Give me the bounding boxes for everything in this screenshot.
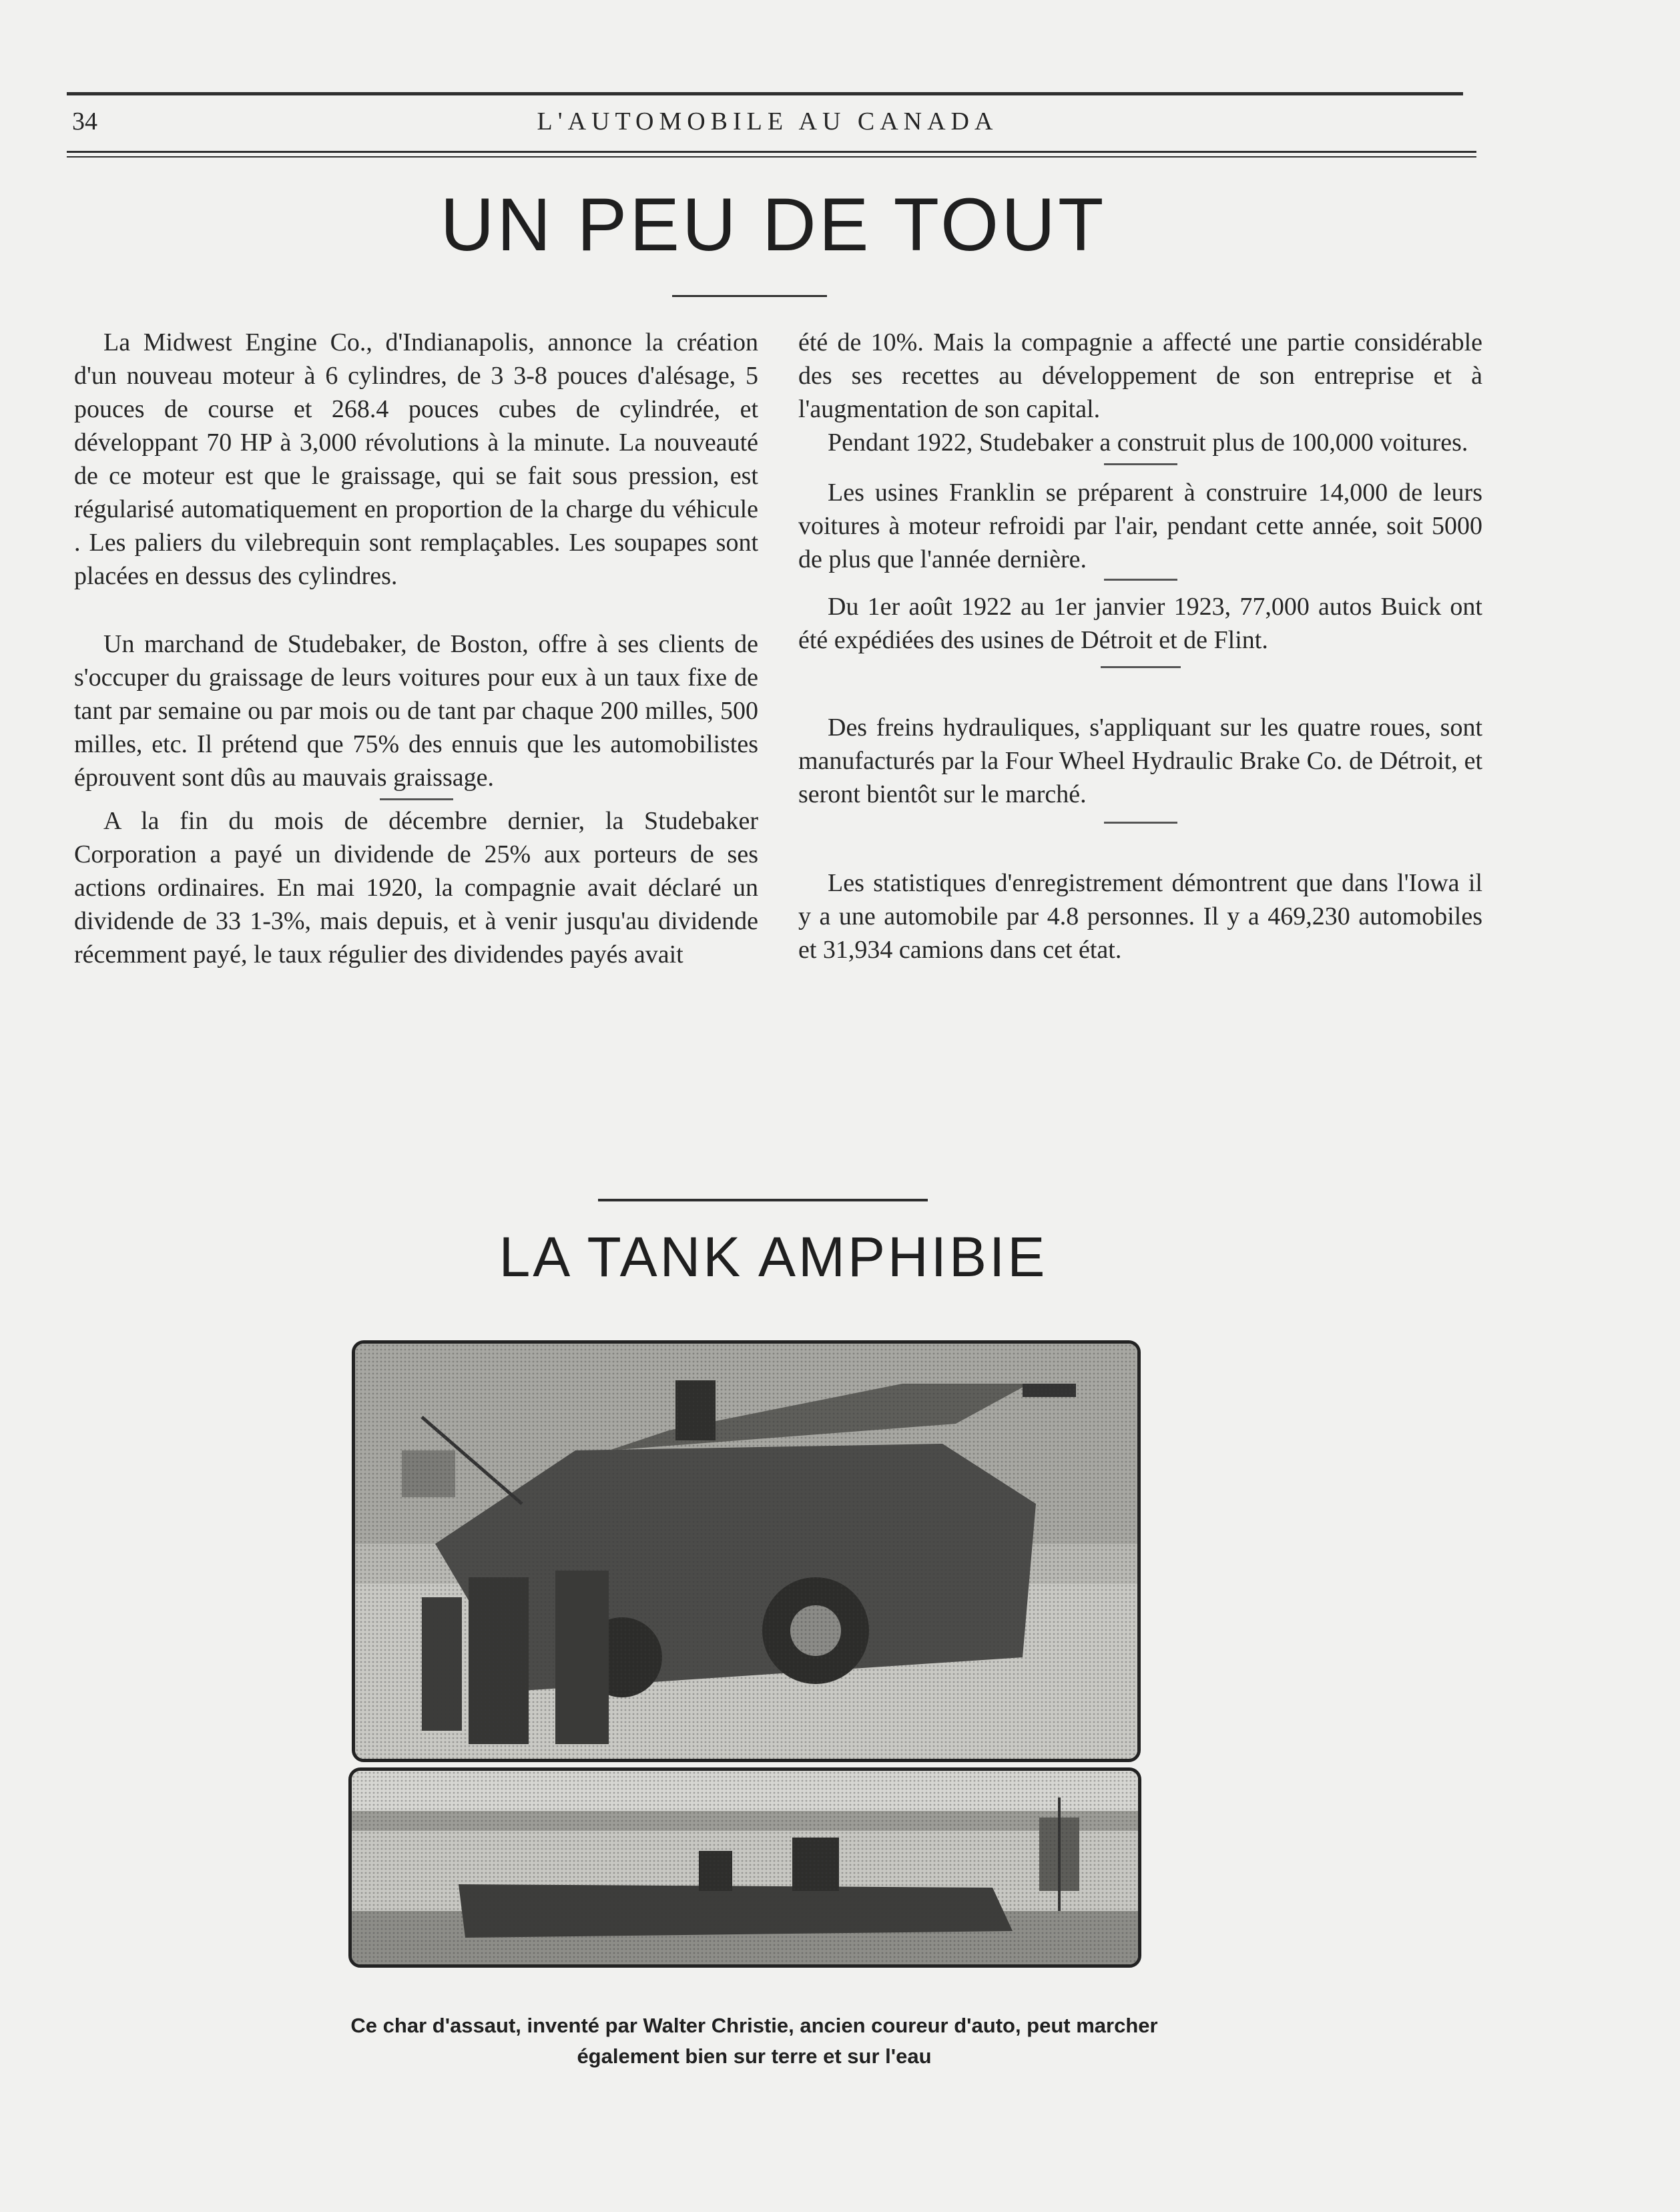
article-separator bbox=[1104, 579, 1177, 581]
tank-on-land-photo bbox=[352, 1340, 1141, 1762]
header-bottom-rule-thin bbox=[67, 156, 1476, 158]
title-underline bbox=[672, 295, 827, 297]
article-separator bbox=[1101, 666, 1181, 668]
article-midwest-engine: La Midwest Engine Co., d'Indianapolis, annonce la création d'un nouveau moteur à 6 cylindres, de 3 3-8 pouces d'alésage, 5 pouces de course et 268.4 pouces cubes de cylindrée, et développant 70 HP à 3,000 révolutions à la minute. La nouveauté de ce moteur est que le graissage, qui se fait sous pression, est régularisé automatiquement en proportion de la charge du véhicule . Les paliers du vilebrequin sont remplaçables. Les soupapes sont placées en dessus des cylindres. bbox=[74, 328, 758, 590]
header-bottom-rule bbox=[67, 151, 1476, 153]
tank-on-water-photo bbox=[348, 1767, 1141, 1968]
running-head: L'AUTOMOBILE AU CANADA bbox=[537, 107, 999, 135]
article-separator bbox=[1104, 822, 1177, 824]
article-studebaker-boston: Un marchand de Studebaker, de Boston, offre à ses clients de s'occuper du graissage de leurs voitures pour eux à un taux fixe de tant par semaine ou par mois ou de tant par chaque 200 milles, 500 milles, etc. Il prétend que 75% des ennuis que les automobilistes éprouvent sont dûs au mauvais graissage. bbox=[74, 630, 758, 792]
left-column bbox=[74, 326, 758, 971]
caption-line-1: Ce char d'assaut, inventé par Walter Christie, ancien coureur d'auto, peut marcher bbox=[350, 2014, 1158, 2037]
section-divider bbox=[598, 1199, 928, 1201]
article-studebaker-production: Pendant 1922, Studebaker a construit plus de 100,000 voitures. bbox=[828, 429, 1468, 457]
article-studebaker-dividend-cont: été de 10%. Mais la compagnie a affecté une partie considérable des ses recettes au développement de son entreprise et à l'augmentation de son capital. bbox=[798, 328, 1482, 423]
article-iowa-statistics: Les statistiques d'enregistrement démontrent que dans l'Iowa il y a une automobile par 4.8 personnes. Il y a 469,230 automobiles et 31,934 camions dans cet état. bbox=[798, 869, 1482, 964]
article-separator bbox=[1104, 463, 1177, 465]
article-studebaker-dividend: A la fin du mois de décembre dernier, la Studebaker Corporation a payé un dividende de 25% aux porteurs de ses actions ordinaires. En mai 1920, la compagnie avait déclaré un dividende de 33 1-3%, mais depuis, et à venir jusqu'au dividende récemment payé, le taux régulier des dividendes payés avait bbox=[74, 807, 758, 969]
right-column bbox=[798, 326, 1482, 966]
caption-line-2: également bien sur terre et sur l'eau bbox=[577, 2044, 932, 2068]
article-hydraulic-brakes: Des freins hydrauliques, s'appliquant sur les quatre roues, sont manufacturés par la Four Wheel Hydraulic Brake Co. de Détroit, et seront bientôt sur le marché. bbox=[798, 714, 1482, 808]
header-top-rule bbox=[67, 92, 1463, 95]
section-title: LA TANK AMPHIBIE bbox=[499, 1225, 1048, 1288]
main-title: UN PEU DE TOUT bbox=[440, 183, 1107, 266]
photo-caption bbox=[227, 2010, 1282, 2072]
article-separator bbox=[380, 798, 453, 800]
article-franklin: Les usines Franklin se préparent à construire 14,000 de leurs voitures à moteur refroidi par l'air, pendant cette année, soit 5000 de plus que l'année dernière. bbox=[798, 479, 1482, 573]
article-buick: Du 1er août 1922 au 1er janvier 1923, 77,000 autos Buick ont été expédiées des usines de Détroit et de Flint. bbox=[798, 593, 1482, 654]
page-number: 34 bbox=[72, 107, 97, 135]
